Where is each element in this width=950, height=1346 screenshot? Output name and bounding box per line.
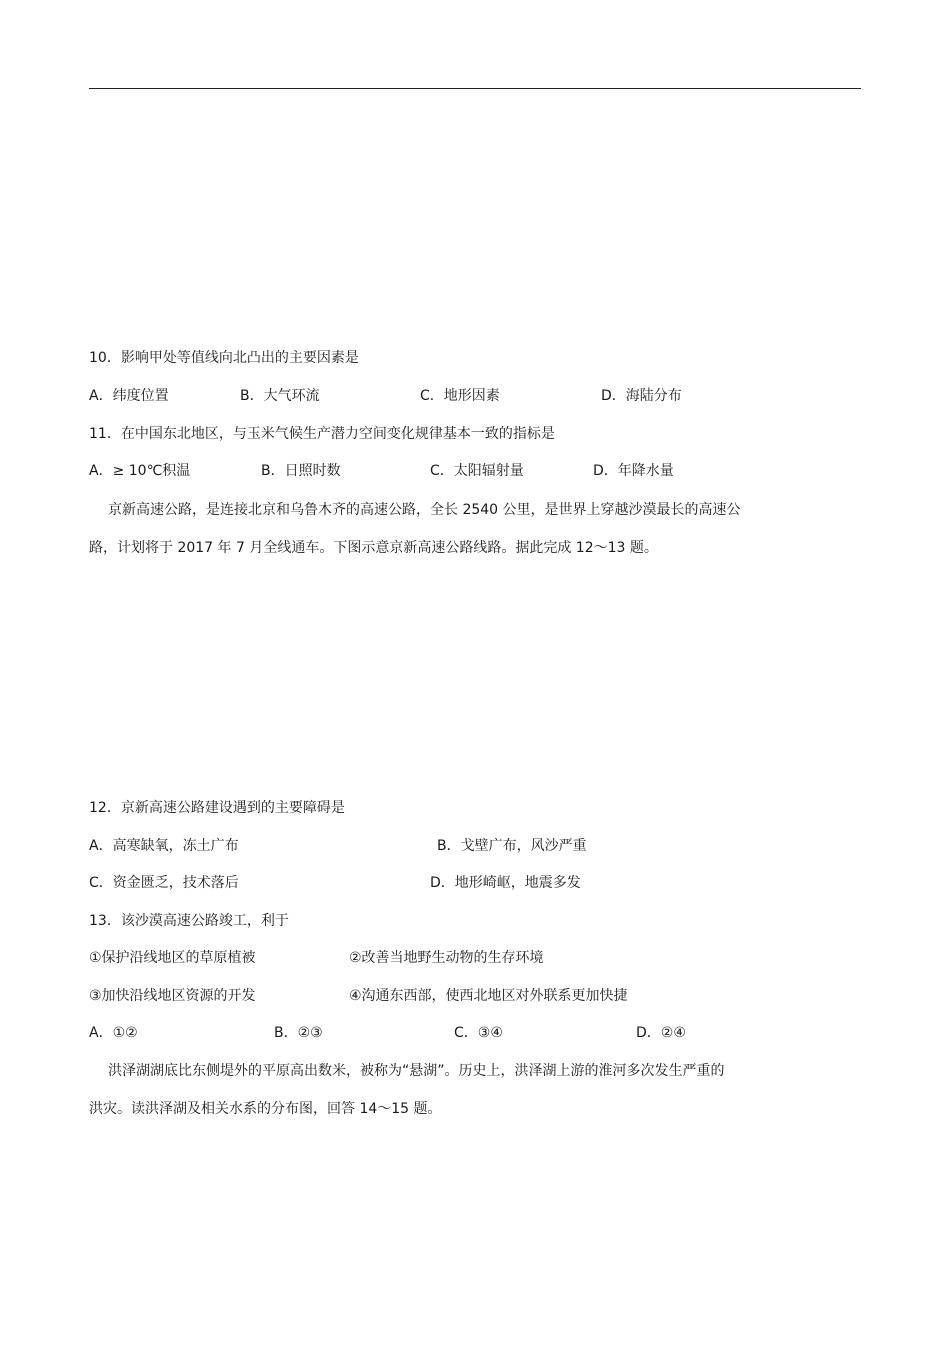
q10-option-a: A．纬度位置 — [89, 388, 169, 404]
q13-option-c: C．③④ — [454, 1025, 503, 1041]
q12-option-a: A．高寒缺氧，冻土广布 — [89, 838, 239, 854]
passage2-line1: 洪泽湖湖底比东侧堤外的平原高出数米，被称为“悬湖”。历史上，洪泽湖上游的淮河多次发生严重的 — [108, 1063, 725, 1079]
q13-statement-2: ②改善当地野生动物的生存环境 — [349, 950, 544, 966]
q12-option-b: B．戈壁广布，风沙严重 — [437, 838, 587, 854]
q10-option-d: D．海陆分布 — [601, 388, 682, 404]
q13-option-d: D．②④ — [636, 1025, 686, 1041]
q13-stem: 13．该沙漠高速公路竣工，利于 — [89, 913, 289, 929]
passage1-line2: 路，计划将于 2017 年 7 月全线通车。下图示意京新高速公路线路。据此完成 12～13 题。 — [89, 540, 658, 556]
q13-statement-1: ①保护沿线地区的草原植被 — [89, 950, 256, 966]
passage1-line1: 京新高速公路，是连接北京和乌鲁木齐的高速公路，全长 2540 公里，是世界上穿越沙漠最长的高速公 — [108, 502, 741, 518]
q12-option-c: C．资金匮乏，技术落后 — [89, 875, 239, 891]
q11-option-d: D．年降水量 — [593, 463, 674, 479]
q13-statement-3: ③加快沿线地区资源的开发 — [89, 988, 256, 1004]
q10-option-b: B．大气环流 — [240, 388, 320, 404]
header-rule — [89, 88, 861, 89]
q11-option-a: A．≥ 10℃积温 — [89, 463, 191, 479]
q10-option-c: C．地形因素 — [420, 388, 500, 404]
q11-option-c: C．太阳辐射量 — [430, 463, 524, 479]
q13-option-b: B．②③ — [274, 1025, 323, 1041]
q13-option-a: A．①② — [89, 1025, 138, 1041]
q10-stem: 10．影响甲处等值线向北凸出的主要因素是 — [89, 350, 359, 366]
passage2-line2: 洪灾。读洪泽湖及相关水系的分布图，回答 14～15 题。 — [89, 1101, 442, 1117]
q11-stem: 11．在中国东北地区，与玉米气候生产潜力空间变化规律基本一致的指标是 — [89, 426, 555, 442]
q11-option-b: B．日照时数 — [261, 463, 341, 479]
q12-option-d: D．地形崎岖，地震多发 — [430, 875, 581, 891]
q12-stem: 12．京新高速公路建设遇到的主要障碍是 — [89, 800, 345, 816]
q13-statement-4: ④沟通东西部，使西北地区对外联系更加快捷 — [349, 988, 628, 1004]
